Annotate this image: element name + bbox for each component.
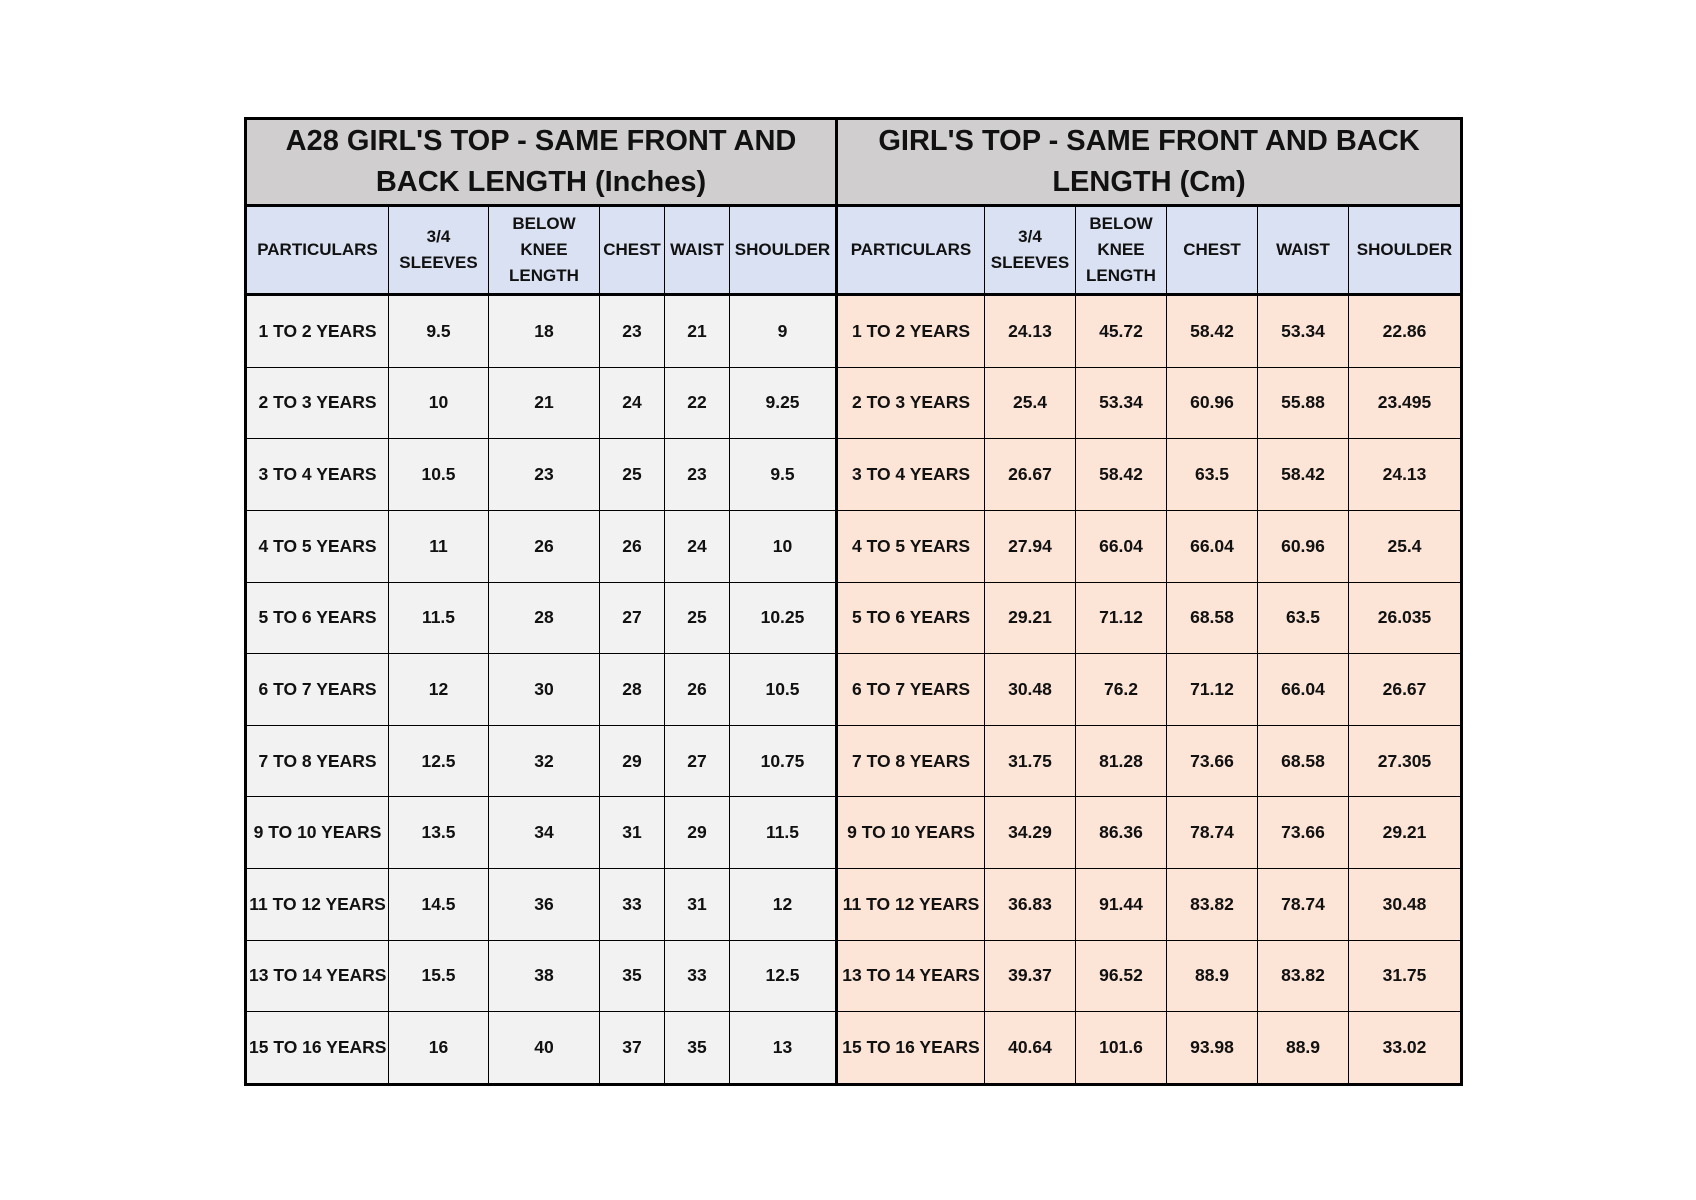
table-row: [246, 654, 1462, 726]
cm-value-cell: 63.5: [1167, 439, 1258, 511]
cm-value-cell: 71.12: [1076, 582, 1167, 654]
cm-value-cell: 96.52: [1076, 940, 1167, 1012]
cm-value-cell: 30.48: [985, 654, 1076, 726]
inches-value-cell: 14.5: [389, 869, 489, 941]
table-row: [246, 725, 1462, 797]
cm-header-chest: CHEST: [1167, 206, 1258, 295]
inches-value-cell: 15.5: [389, 940, 489, 1012]
inches-value-cell: 13.5: [389, 797, 489, 869]
cm-value-cell: 88.9: [1167, 940, 1258, 1012]
cm-value-cell: 34.29: [985, 797, 1076, 869]
cm-value-cell: 29.21: [1349, 797, 1462, 869]
cm-value-cell: 78.74: [1167, 797, 1258, 869]
inches-value-cell: 21: [489, 367, 600, 439]
table-row: [246, 797, 1462, 869]
cm-value-cell: 45.72: [1076, 295, 1167, 368]
cm-value-cell: 25.4: [985, 367, 1076, 439]
cm-value-cell: 39.37: [985, 940, 1076, 1012]
table-row: [246, 1012, 1462, 1085]
inches-value-cell: 21: [665, 295, 730, 368]
cm-header-below-knee-length: BELOW KNEE LENGTH: [1076, 206, 1167, 295]
inches-value-cell: 12: [389, 654, 489, 726]
inches-value-cell: 11.5: [389, 582, 489, 654]
inches-value-cell: 24: [665, 510, 730, 582]
inches-age-label: 11 TO 12 YEARS: [246, 869, 389, 941]
cm-value-cell: 24.13: [1349, 439, 1462, 511]
inches-value-cell: 18: [489, 295, 600, 368]
title-row: [246, 119, 1462, 206]
inches-age-label: 2 TO 3 YEARS: [246, 367, 389, 439]
inches-value-cell: 35: [665, 1012, 730, 1085]
cm-age-label: 3 TO 4 YEARS: [837, 439, 985, 511]
cm-value-cell: 73.66: [1167, 725, 1258, 797]
table-row: [246, 295, 1462, 368]
inches-value-cell: 27: [600, 582, 665, 654]
cm-value-cell: 27.94: [985, 510, 1076, 582]
inches-age-label: 6 TO 7 YEARS: [246, 654, 389, 726]
inches-value-cell: 33: [600, 869, 665, 941]
inches-value-cell: 23: [489, 439, 600, 511]
inches-value-cell: 10.5: [389, 439, 489, 511]
cm-value-cell: 27.305: [1349, 725, 1462, 797]
inches-value-cell: 34: [489, 797, 600, 869]
inches-value-cell: 29: [600, 725, 665, 797]
inches-header-3-4-sleeves: 3/4 SLEEVES: [389, 206, 489, 295]
inches-header-shoulder: SHOULDER: [730, 206, 837, 295]
inches-value-cell: 10: [730, 510, 837, 582]
cm-age-label: 13 TO 14 YEARS: [837, 940, 985, 1012]
table-row: [246, 367, 1462, 439]
inches-value-cell: 9.5: [730, 439, 837, 511]
inches-value-cell: 24: [600, 367, 665, 439]
cm-value-cell: 53.34: [1076, 367, 1167, 439]
cm-value-cell: 29.21: [985, 582, 1076, 654]
inches-value-cell: 40: [489, 1012, 600, 1085]
cm-value-cell: 78.74: [1258, 869, 1349, 941]
cm-value-cell: 26.035: [1349, 582, 1462, 654]
inches-value-cell: 25: [665, 582, 730, 654]
cm-age-label: 1 TO 2 YEARS: [837, 295, 985, 368]
cm-value-cell: 73.66: [1258, 797, 1349, 869]
cm-value-cell: 68.58: [1258, 725, 1349, 797]
inches-value-cell: 37: [600, 1012, 665, 1085]
inches-value-cell: 29: [665, 797, 730, 869]
inches-age-label: 3 TO 4 YEARS: [246, 439, 389, 511]
cm-value-cell: 66.04: [1076, 510, 1167, 582]
cm-value-cell: 68.58: [1167, 582, 1258, 654]
inches-value-cell: 23: [600, 295, 665, 368]
inches-value-cell: 38: [489, 940, 600, 1012]
cm-value-cell: 93.98: [1167, 1012, 1258, 1085]
inches-age-label: 1 TO 2 YEARS: [246, 295, 389, 368]
cm-value-cell: 23.495: [1349, 367, 1462, 439]
cm-value-cell: 22.86: [1349, 295, 1462, 368]
inches-age-label: 5 TO 6 YEARS: [246, 582, 389, 654]
cm-header-3-4-sleeves: 3/4 SLEEVES: [985, 206, 1076, 295]
inches-value-cell: 9.5: [389, 295, 489, 368]
table-row: [246, 439, 1462, 511]
cm-value-cell: 60.96: [1258, 510, 1349, 582]
cm-value-cell: 76.2: [1076, 654, 1167, 726]
inches-table-title: A28 GIRL'S TOP - SAME FRONT AND BACK LENGTH (Inches): [246, 119, 837, 206]
inches-value-cell: 26: [600, 510, 665, 582]
inches-value-cell: 35: [600, 940, 665, 1012]
inches-value-cell: 12.5: [730, 940, 837, 1012]
cm-value-cell: 81.28: [1076, 725, 1167, 797]
inches-value-cell: 31: [600, 797, 665, 869]
cm-age-label: 15 TO 16 YEARS: [837, 1012, 985, 1085]
inches-value-cell: 12.5: [389, 725, 489, 797]
cm-age-label: 4 TO 5 YEARS: [837, 510, 985, 582]
inches-value-cell: 36: [489, 869, 600, 941]
inches-value-cell: 28: [489, 582, 600, 654]
inches-value-cell: 26: [489, 510, 600, 582]
inches-age-label: 15 TO 16 YEARS: [246, 1012, 389, 1085]
inches-value-cell: 23: [665, 439, 730, 511]
inches-value-cell: 11: [389, 510, 489, 582]
size-chart-table: [244, 117, 1463, 1086]
cm-age-label: 5 TO 6 YEARS: [837, 582, 985, 654]
inches-value-cell: 22: [665, 367, 730, 439]
cm-value-cell: 24.13: [985, 295, 1076, 368]
inches-age-label: 7 TO 8 YEARS: [246, 725, 389, 797]
cm-value-cell: 83.82: [1258, 940, 1349, 1012]
table-row: [246, 510, 1462, 582]
table-row: [246, 869, 1462, 941]
cm-value-cell: 58.42: [1167, 295, 1258, 368]
cm-value-cell: 26.67: [1349, 654, 1462, 726]
cm-value-cell: 101.6: [1076, 1012, 1167, 1085]
cm-header-shoulder: SHOULDER: [1349, 206, 1462, 295]
column-header-row: [246, 206, 1462, 295]
cm-age-label: 11 TO 12 YEARS: [837, 869, 985, 941]
cm-value-cell: 31.75: [1349, 940, 1462, 1012]
cm-header-waist: WAIST: [1258, 206, 1349, 295]
cm-value-cell: 25.4: [1349, 510, 1462, 582]
inches-value-cell: 26: [665, 654, 730, 726]
cm-value-cell: 58.42: [1258, 439, 1349, 511]
inches-value-cell: 30: [489, 654, 600, 726]
table-body: [246, 295, 1462, 1085]
inches-header-below-knee-length: BELOW KNEE LENGTH: [489, 206, 600, 295]
cm-table-title: GIRL'S TOP - SAME FRONT AND BACK LENGTH (Cm): [837, 119, 1462, 206]
cm-value-cell: 58.42: [1076, 439, 1167, 511]
inches-value-cell: 13: [730, 1012, 837, 1085]
cm-value-cell: 66.04: [1258, 654, 1349, 726]
inches-value-cell: 27: [665, 725, 730, 797]
inches-value-cell: 10: [389, 367, 489, 439]
table-row: [246, 582, 1462, 654]
cm-value-cell: 30.48: [1349, 869, 1462, 941]
cm-value-cell: 88.9: [1258, 1012, 1349, 1085]
inches-header-waist: WAIST: [665, 206, 730, 295]
inches-value-cell: 25: [600, 439, 665, 511]
inches-age-label: 13 TO 14 YEARS: [246, 940, 389, 1012]
inches-age-label: 4 TO 5 YEARS: [246, 510, 389, 582]
cm-value-cell: 55.88: [1258, 367, 1349, 439]
cm-age-label: 9 TO 10 YEARS: [837, 797, 985, 869]
inches-value-cell: 16: [389, 1012, 489, 1085]
cm-age-label: 6 TO 7 YEARS: [837, 654, 985, 726]
inches-age-label: 9 TO 10 YEARS: [246, 797, 389, 869]
inches-value-cell: 10.25: [730, 582, 837, 654]
cm-value-cell: 86.36: [1076, 797, 1167, 869]
inches-value-cell: 9.25: [730, 367, 837, 439]
table-row: [246, 940, 1462, 1012]
inches-header-chest: CHEST: [600, 206, 665, 295]
cm-age-label: 2 TO 3 YEARS: [837, 367, 985, 439]
cm-value-cell: 91.44: [1076, 869, 1167, 941]
inches-value-cell: 31: [665, 869, 730, 941]
cm-value-cell: 71.12: [1167, 654, 1258, 726]
inches-value-cell: 10.5: [730, 654, 837, 726]
inches-value-cell: 32: [489, 725, 600, 797]
cm-value-cell: 53.34: [1258, 295, 1349, 368]
cm-value-cell: 40.64: [985, 1012, 1076, 1085]
inches-value-cell: 12: [730, 869, 837, 941]
inches-value-cell: 9: [730, 295, 837, 368]
cm-value-cell: 63.5: [1258, 582, 1349, 654]
cm-value-cell: 83.82: [1167, 869, 1258, 941]
inches-value-cell: 28: [600, 654, 665, 726]
cm-value-cell: 66.04: [1167, 510, 1258, 582]
cm-value-cell: 60.96: [1167, 367, 1258, 439]
cm-header-particulars: PARTICULARS: [837, 206, 985, 295]
inches-header-particulars: PARTICULARS: [246, 206, 389, 295]
cm-value-cell: 33.02: [1349, 1012, 1462, 1085]
cm-value-cell: 26.67: [985, 439, 1076, 511]
inches-value-cell: 11.5: [730, 797, 837, 869]
cm-age-label: 7 TO 8 YEARS: [837, 725, 985, 797]
inches-value-cell: 10.75: [730, 725, 837, 797]
inches-value-cell: 33: [665, 940, 730, 1012]
cm-value-cell: 31.75: [985, 725, 1076, 797]
cm-value-cell: 36.83: [985, 869, 1076, 941]
